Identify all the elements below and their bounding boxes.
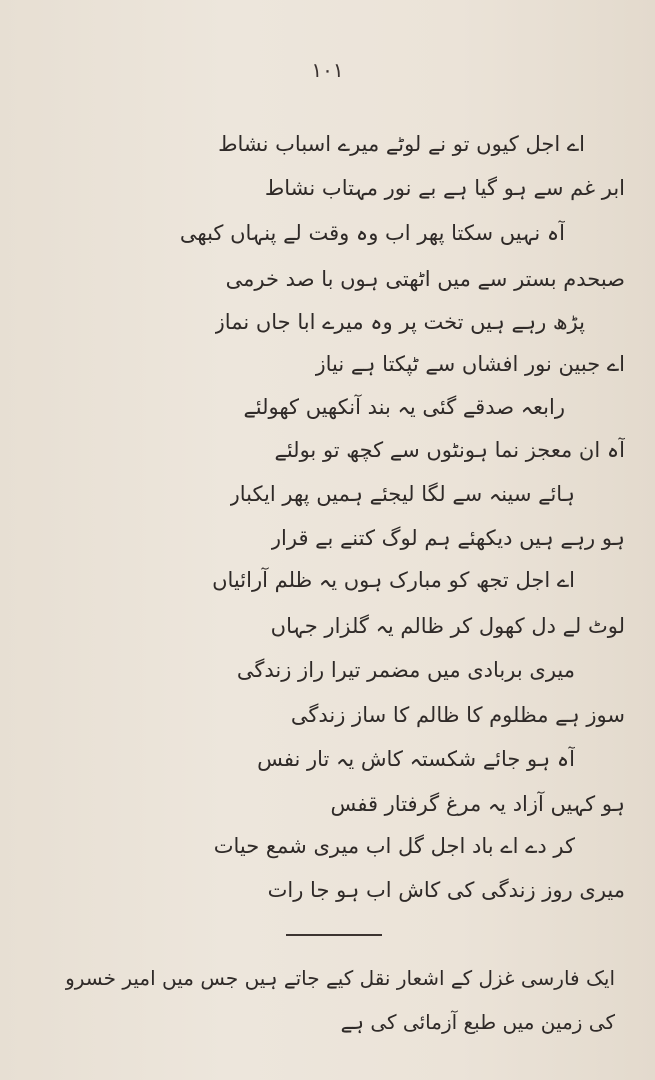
poem-line: پڑھ رہے ہیں تخت پر وہ میرے ابا جاں نماز xyxy=(214,310,585,334)
poem-line: ہائے سینہ سے لگا لیجئے ہمیں پھر ایکبار xyxy=(229,482,575,506)
poem-line: اے جبین نور افشاں سے ٹپکتا ہے نیاز xyxy=(315,352,625,376)
poem-line: اے اجل کیوں تو نے لوٹے میرے اسباب نشاط xyxy=(218,132,585,156)
poem-line: صبحدم بستر سے میں اٹھتی ہوں با صد خرمی xyxy=(225,267,625,291)
poem-line: لوٹ لے دل کھول کر ظالم یہ گلزار جہاں xyxy=(270,614,625,638)
footnote-line: ایک فارسی غزل کے اشعار نقل کیے جاتے ہیں جس میں امیر خسرو xyxy=(65,966,615,990)
poem-line: کر دے اے باد اجل گل اب میری شمع حیات xyxy=(213,834,575,858)
poem-line: ہو رہے ہیں دیکھئے ہم لوگ کتنے بے قرار xyxy=(270,526,625,550)
footnote-line: کی زمین میں طبع آزمائی کی ہے xyxy=(340,1010,615,1034)
poem-line: آہ ہو جائے شکستہ کاش یہ تار نفس xyxy=(257,747,575,771)
poem-line: سوز ہے مظلوم کا ظالم کا ساز زندگی xyxy=(290,703,625,727)
poem-line: رابعہ صدقے گئی یہ بند آنکھیں کھولئے xyxy=(243,395,565,419)
poem-line: ہو کہیں آزاد یہ مرغ گرفتار قفس xyxy=(330,792,625,816)
poem-line: آہ ان معجز نما ہونٹوں سے کچھ تو بولئے xyxy=(274,438,625,462)
section-divider xyxy=(286,934,382,936)
poem-line: میری بربادی میں مضمر تیرا راز زندگی xyxy=(236,658,575,682)
poem-line: میری روز زندگی کی کاش اب ہو جا رات xyxy=(267,878,625,902)
poem-line: ابر غم سے ہو گیا ہے بے نور مہتاب نشاط xyxy=(264,176,625,200)
page-number: ١٠١ xyxy=(311,58,344,82)
poem-line: اے اجل تجھ کو مبارک ہوں یہ ظلم آرائیاں xyxy=(212,568,575,592)
poem-line: آہ نہیں سکتا پھر اب وہ وقت لے پنہاں کبھی xyxy=(179,221,565,245)
